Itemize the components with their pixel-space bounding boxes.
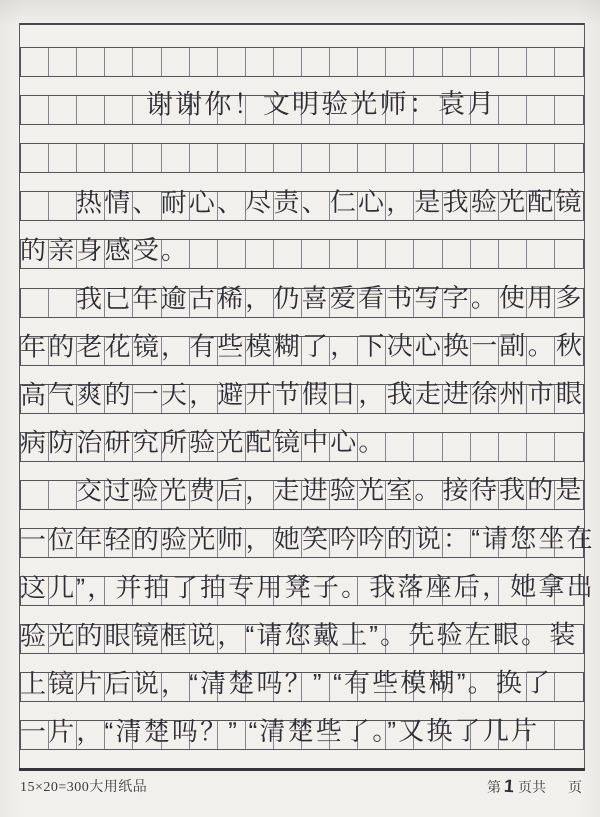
grid-cell [555, 673, 583, 701]
grid-cell [358, 144, 386, 172]
grid-cell [162, 144, 190, 172]
frame-bottom-line [19, 768, 585, 771]
grid-cell [414, 48, 442, 76]
grid-cell [471, 48, 499, 76]
essay-line-9: 这儿”，并拍了拍专用凳子。我落座后，她拿出 [19, 571, 595, 603]
grid-cell [443, 240, 471, 268]
grid-cell [555, 144, 583, 172]
grid-cell [190, 144, 218, 172]
grid-cell [21, 96, 49, 124]
grid-cell [330, 240, 358, 268]
grid-cell [218, 240, 246, 268]
grid-cell [414, 433, 442, 461]
grid-cell [555, 48, 583, 76]
grid-cell [386, 240, 414, 268]
grid-cell [499, 144, 527, 172]
grid-cell [302, 144, 330, 172]
grid-cell [49, 481, 77, 509]
essay-line-6: 病防治研究所验光配镜中心。 [19, 426, 387, 458]
grid-cell [330, 48, 358, 76]
grid-cell [555, 240, 583, 268]
grid-cell [49, 192, 77, 220]
grid-cell [527, 96, 555, 124]
grid-cell [77, 144, 105, 172]
grid-cell [21, 48, 49, 76]
grid-cell [499, 240, 527, 268]
essay-line-1: 热情、耐心、尽责、仁心，是我验光配镜 [75, 186, 584, 218]
essay-line-3: 我已年逾古稀，仍喜爱看书写字。使用多 [75, 282, 584, 314]
handwritten-page-number: 1 [503, 775, 515, 797]
essay-line-2: 的亲身感受。 [19, 234, 190, 266]
grid-cell [21, 144, 49, 172]
grid-cell [246, 48, 274, 76]
grid-cell [77, 96, 105, 124]
grid-cell [133, 48, 161, 76]
grid-cell [443, 433, 471, 461]
grid-cell [414, 144, 442, 172]
essay-line-8: 一位年轻的验光师，她笑吟吟的说：“请您坐在 [19, 523, 595, 555]
essay-line-12: 一片，“清楚吗？” “清楚些了。”又换了几片 [19, 715, 540, 747]
grid-cell [49, 289, 77, 317]
grid-cell [105, 96, 133, 124]
grid-cell [218, 144, 246, 172]
grid-cell [77, 48, 105, 76]
frame-right-line [584, 23, 585, 771]
grid-cell [274, 48, 302, 76]
page-label-suffix: 页 [568, 781, 582, 796]
grid-cell [414, 240, 442, 268]
grid-cell [555, 96, 583, 124]
grid-cell [21, 289, 49, 317]
grid-cell [246, 240, 274, 268]
grid-cell [190, 240, 218, 268]
grid-cell [499, 96, 527, 124]
grid-cell [555, 721, 583, 749]
grid-cell [49, 96, 77, 124]
grid-cell [21, 481, 49, 509]
paper-spec-label: 15×20=300大用纸品 [20, 780, 148, 795]
essay-line-10: 验光的眼镜框说，“请您戴上”。先验左眼。装 [19, 619, 578, 651]
grid-cell [386, 433, 414, 461]
grid-cell [471, 240, 499, 268]
grid-cell [499, 433, 527, 461]
essay-line-7: 交过验光费后，走进验光室。接待我的是 [75, 474, 584, 506]
grid-cell [386, 48, 414, 76]
grid-cell [190, 48, 218, 76]
page-label-mid: 页共 [518, 781, 546, 796]
page-number-area [487, 776, 582, 797]
grid-cell [302, 240, 330, 268]
grid-cell [527, 433, 555, 461]
grid-row [20, 143, 584, 173]
essay-line-5: 高气爽的一天，避开节假日，我走进徐州市眼 [19, 378, 585, 410]
grid-cell [274, 144, 302, 172]
essay-line-11: 上镜片后说，“清楚吗？” “有些模糊”。换了 [19, 667, 553, 699]
grid-cell [49, 144, 77, 172]
grid-cell [527, 144, 555, 172]
grid-cell [499, 48, 527, 76]
grid-cell [527, 240, 555, 268]
grid-cell [49, 48, 77, 76]
grid-cell [246, 144, 274, 172]
grid-cell [443, 144, 471, 172]
grid-cell [105, 144, 133, 172]
grid-cell [358, 48, 386, 76]
frame-top-line [19, 23, 585, 25]
grid-cell [330, 144, 358, 172]
grid-cell [527, 48, 555, 76]
essay-line-4: 年的老花镜，有些模糊了，下决心换一副。秋 [19, 330, 585, 362]
page-label-prefix: 第 [486, 781, 501, 796]
grid-cell [133, 144, 161, 172]
grid-cell [555, 433, 583, 461]
grid-cell [21, 192, 49, 220]
grid-cell [218, 48, 246, 76]
grid-row [20, 47, 584, 77]
essay-title: 谢谢你！文明验光师：袁月 [145, 88, 497, 120]
grid-cell [274, 240, 302, 268]
grid-cell [302, 48, 330, 76]
grid-cell [358, 240, 386, 268]
grid-cell [471, 433, 499, 461]
grid-cell [105, 48, 133, 76]
grid-cell [471, 144, 499, 172]
grid-cell [443, 48, 471, 76]
grid-cell [386, 144, 414, 172]
grid-cell [162, 48, 190, 76]
